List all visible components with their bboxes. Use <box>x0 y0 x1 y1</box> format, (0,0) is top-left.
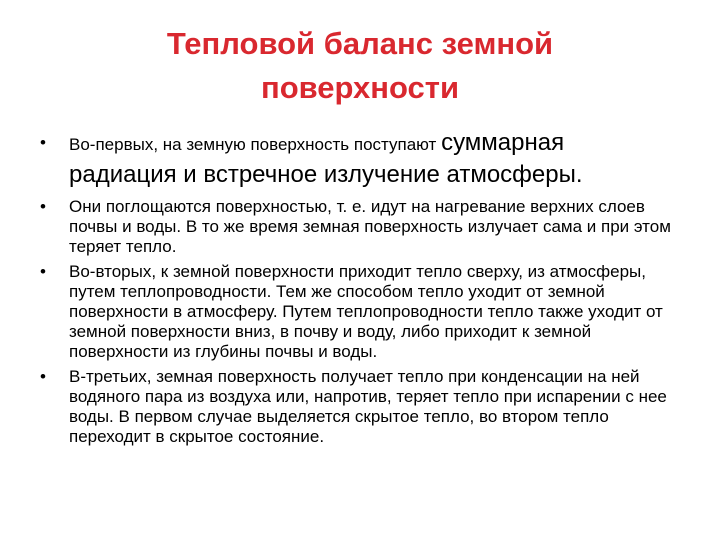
bullet-marker: • <box>40 262 46 281</box>
bullet-list <box>40 128 690 452</box>
bullet-1-highlight-2: радиация и встречное излучение атмосферы. <box>69 161 583 188</box>
bullet-marker: • <box>40 133 46 152</box>
bullet-item-2 <box>40 197 690 257</box>
slide-title <box>60 22 660 110</box>
bullet-4-text: В-третьих, земная поверхность получает тепло при конденсации на ней водяного пара из воздуха или, напротив, теряет тепло при испарении с нее воды. В первом случае выделяется скрытое тепло, во втором тепло переходит в скрытое состояние. <box>69 367 667 446</box>
bullet-marker: • <box>40 197 46 216</box>
bullet-item-4 <box>40 367 690 447</box>
bullet-item-3 <box>40 262 690 362</box>
slide-title-line-2: поверхности <box>260 70 460 105</box>
bullet-1-highlight-1: суммарная <box>441 129 565 156</box>
bullet-item-1 <box>40 128 690 192</box>
bullet-2-text: Они поглощаются поверхностью, т. е. идут на нагревание верхних слоев почвы и воды. В то же время земная поверхность излучает сама и при этом теряет тепло. <box>69 197 671 256</box>
bullet-marker: • <box>40 367 46 386</box>
slide-title-line-1: Тепловой баланс земной <box>166 26 554 61</box>
bullet-1-lead: Во-первых, на земную поверхность поступают <box>69 135 442 154</box>
bullet-3-text: Во-вторых, к земной поверхности приходит тепло сверху, из атмосферы, путем теплопроводности. Тем же способом тепло уходит от земной поверхности в атмосферу. Путем теплопроводности тепло также уходит от земной поверхности вниз, в почву и воду, либо приходит к земной поверхности из глубины почвы и воды. <box>69 262 663 361</box>
